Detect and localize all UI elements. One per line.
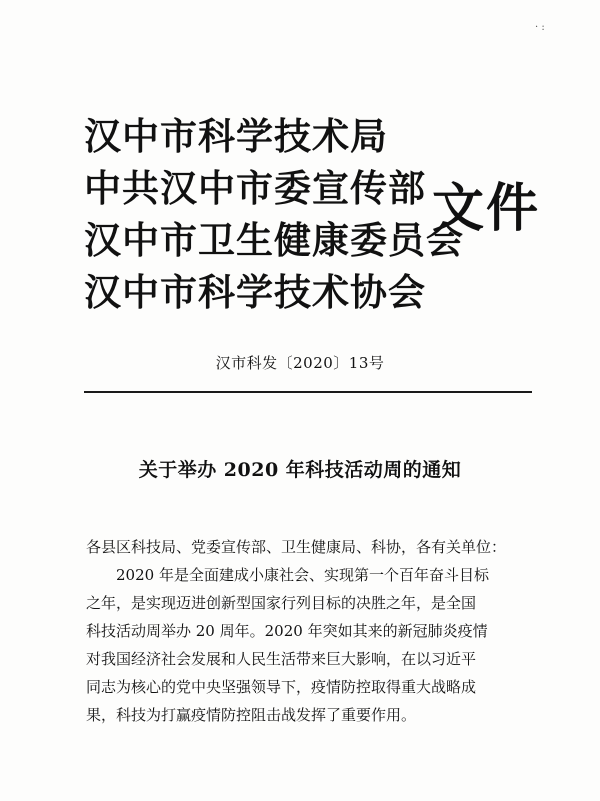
scan-speck: · : [535,22,545,33]
header-divider [84,391,532,393]
salutation: 各县区科技局、党委宣传部、卫生健康局、科协，各有关单位： [86,538,507,556]
notice-title: 关于举办 2020 年科技活动周的通知 [138,459,462,481]
paragraph-line: 2020 年是全面建成小康社会、实现第一个百年奋斗目标 [116,566,489,584]
paragraph-line: 对我国经济社会发展和人民生活带来巨大影响，在以习近平 [86,650,477,668]
notice-body [86,533,536,729]
org-health-commission: 汉中市卫生健康委员会 [84,218,464,262]
org-propaganda-dept: 中共汉中市委宣传部 [84,166,426,210]
issuing-organizations [84,110,464,318]
org-science-bureau: 汉中市科学技术局 [84,114,388,158]
document-number: 汉市科发〔2020〕13号 [215,354,385,372]
paragraph-line: 科技活动周举办 20 周年。2020 年突如其来的新冠肺炎疫情 [86,622,488,640]
paragraph-line: 果，科技为打赢疫情防控阻击战发挥了重要作用。 [86,706,417,724]
paragraph-line: 同志为核心的党中央坚强领导下，疫情防控取得重大战略成 [86,678,477,696]
paragraph-line: 之年，是实现迈进创新型国家行列目标的决胜之年，是全国 [86,594,477,612]
org-science-association: 汉中市科学技术协会 [84,270,426,314]
document-label: 文件 [432,178,541,239]
